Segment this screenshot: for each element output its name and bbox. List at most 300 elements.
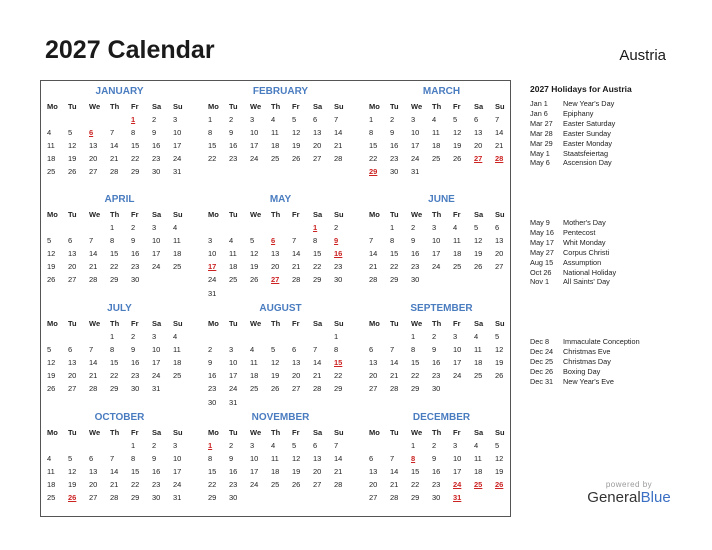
day-cell: 15	[411, 467, 420, 477]
day-cell: 3	[453, 332, 458, 342]
empty-cell	[270, 330, 291, 343]
day-cell: 22	[334, 371, 343, 381]
day-cell: 12	[47, 358, 56, 368]
weekday-label: Fr	[131, 102, 139, 111]
holiday-day-cell: 25	[474, 480, 483, 490]
day-cell: 21	[110, 154, 119, 164]
weekday-label: Fr	[131, 428, 139, 437]
holiday-row	[530, 337, 705, 347]
day-cell: 22	[208, 154, 217, 164]
day-cell: 19	[68, 480, 77, 490]
month-name: JANUARY	[95, 86, 144, 97]
day-cell: 10	[453, 345, 462, 355]
weekday-label: Tu	[229, 428, 238, 437]
day-cell: 26	[495, 371, 504, 381]
day-cell: 5	[495, 441, 500, 451]
day-cell: 7	[292, 236, 297, 246]
day-cell: 20	[89, 480, 98, 490]
weekday-label: Fr	[292, 102, 300, 111]
day-cell: 20	[89, 154, 98, 164]
day-cell: 12	[68, 141, 77, 151]
day-cell: 18	[47, 154, 56, 164]
day-cell: 11	[229, 249, 237, 259]
day-cell: 11	[474, 345, 482, 355]
holiday-day-cell: 6	[271, 236, 276, 246]
holiday-date: Mar 28	[530, 128, 553, 138]
day-cell: 9	[131, 236, 136, 246]
day-cell: 24	[152, 262, 161, 272]
holiday-name: Ascension Day	[563, 158, 612, 168]
day-cell: 11	[453, 236, 461, 246]
day-cell: 2	[411, 223, 416, 233]
weekday-label: Fr	[453, 319, 461, 328]
holiday-date: Nov 1	[530, 277, 550, 287]
day-cell: 25	[271, 154, 280, 164]
weekday-label: Tu	[229, 102, 238, 111]
weekday-label: Th	[110, 210, 120, 219]
day-cell: 19	[47, 262, 56, 272]
day-cell: 23	[334, 262, 343, 272]
day-cell: 7	[110, 454, 115, 464]
weekday-label: Mo	[208, 210, 219, 219]
empty-cell	[88, 330, 109, 343]
day-cell: 6	[89, 454, 94, 464]
day-cell: 27	[292, 384, 301, 394]
weekday-label: Su	[173, 102, 183, 111]
holiday-name: Pentecost	[563, 227, 596, 237]
month-may	[207, 193, 354, 300]
day-cell: 25	[229, 275, 238, 285]
weekday-label: Fr	[292, 210, 300, 219]
day-cell: 28	[390, 493, 399, 503]
holiday-list-2	[530, 218, 705, 287]
holiday-row	[530, 357, 705, 367]
day-cell: 4	[271, 441, 276, 451]
day-cell: 17	[453, 358, 462, 368]
day-cell: 19	[47, 371, 56, 381]
day-cell: 13	[292, 358, 301, 368]
day-cell: 15	[110, 358, 119, 368]
day-cell: 18	[250, 371, 259, 381]
day-cell: 31	[173, 167, 182, 177]
empty-cell	[67, 439, 88, 452]
holiday-date: Dec 31	[530, 376, 554, 386]
holiday-row	[530, 377, 705, 387]
holiday-day-cell: 16	[334, 249, 343, 259]
day-cell: 2	[432, 441, 437, 451]
day-cell: 11	[271, 454, 279, 464]
weekday-label: We	[89, 102, 101, 111]
day-cell: 3	[411, 115, 416, 125]
day-cell: 3	[152, 332, 157, 342]
day-cell: 1	[390, 223, 395, 233]
day-cell: 12	[250, 249, 259, 259]
month-grid	[207, 426, 354, 505]
holiday-day-cell: 28	[495, 154, 504, 164]
holiday-row	[530, 99, 705, 109]
day-cell: 25	[432, 154, 441, 164]
day-cell: 29	[131, 493, 140, 503]
day-cell: 14	[110, 141, 119, 151]
day-cell: 18	[271, 467, 280, 477]
empty-cell	[368, 330, 389, 343]
empty-cell	[67, 221, 88, 234]
day-cell: 9	[152, 454, 157, 464]
weekday-label: Sa	[152, 102, 162, 111]
day-cell: 27	[369, 384, 378, 394]
day-cell: 3	[208, 236, 213, 246]
day-cell: 8	[131, 454, 136, 464]
holiday-name: Whit Monday	[563, 237, 606, 247]
day-cell: 2	[131, 223, 136, 233]
day-cell: 1	[411, 441, 416, 451]
day-cell: 7	[89, 345, 94, 355]
day-cell: 10	[250, 454, 259, 464]
day-cell: 29	[208, 493, 217, 503]
empty-cell	[270, 221, 291, 234]
holiday-date: Jan 1	[530, 99, 548, 108]
day-cell: 24	[173, 154, 182, 164]
day-cell: 10	[432, 236, 441, 246]
day-cell: 10	[411, 128, 420, 138]
day-cell: 17	[173, 467, 182, 477]
day-cell: 21	[89, 262, 98, 272]
weekday-label: Tu	[390, 428, 399, 437]
day-cell: 29	[110, 384, 119, 394]
empty-cell	[291, 330, 312, 343]
day-cell: 20	[313, 141, 322, 151]
day-cell: 22	[313, 262, 322, 272]
weekday-label: Th	[432, 319, 442, 328]
month-name: NOVEMBER	[251, 412, 310, 423]
weekday-label: Th	[271, 210, 281, 219]
brand-logo	[584, 480, 674, 506]
day-cell: 2	[229, 115, 234, 125]
day-cell: 4	[229, 236, 234, 246]
day-cell: 10	[152, 236, 161, 246]
day-cell: 3	[173, 441, 178, 451]
day-cell: 9	[229, 128, 234, 138]
weekday-label: Tu	[68, 210, 77, 219]
month-march	[368, 85, 515, 179]
holiday-date: Dec 26	[530, 366, 554, 376]
day-cell: 6	[474, 115, 479, 125]
day-cell: 16	[152, 467, 161, 477]
day-cell: 13	[369, 467, 378, 477]
day-cell: 11	[173, 345, 181, 355]
month-name: JUNE	[428, 194, 455, 205]
day-cell: 19	[292, 141, 301, 151]
day-cell: 15	[208, 467, 217, 477]
holiday-name: Staatsfeiertag	[563, 148, 609, 158]
weekday-label: Mo	[369, 102, 380, 111]
empty-cell	[228, 330, 249, 343]
day-cell: 20	[271, 262, 280, 272]
holiday-date: May 17	[530, 237, 554, 247]
day-cell: 13	[68, 358, 77, 368]
day-cell: 26	[47, 384, 56, 394]
day-cell: 1	[208, 115, 213, 125]
weekday-label: Mo	[47, 102, 58, 111]
day-cell: 9	[432, 345, 437, 355]
day-cell: 24	[453, 371, 462, 381]
day-cell: 20	[369, 371, 378, 381]
day-cell: 6	[292, 345, 297, 355]
day-cell: 8	[334, 345, 339, 355]
holiday-row	[530, 129, 705, 139]
holiday-row	[530, 218, 705, 228]
empty-cell	[67, 330, 88, 343]
day-cell: 22	[369, 154, 378, 164]
day-cell: 27	[89, 167, 98, 177]
empty-cell	[109, 113, 130, 126]
holiday-day-cell: 1	[313, 223, 318, 233]
weekday-label: Sa	[313, 319, 323, 328]
month-grid	[368, 317, 515, 396]
holiday-name: New Year's Eve	[563, 376, 614, 386]
holiday-row	[530, 367, 705, 377]
day-cell: 13	[474, 128, 483, 138]
day-cell: 26	[271, 384, 280, 394]
holiday-list-3	[530, 337, 705, 387]
day-cell: 2	[131, 332, 136, 342]
day-cell: 15	[369, 141, 378, 151]
day-cell: 15	[390, 249, 399, 259]
day-cell: 25	[47, 493, 56, 503]
weekday-label: We	[250, 428, 262, 437]
day-cell: 13	[68, 249, 77, 259]
day-cell: 30	[152, 493, 161, 503]
day-cell: 19	[250, 262, 259, 272]
day-cell: 26	[453, 154, 462, 164]
day-cell: 7	[369, 236, 374, 246]
weekday-label: We	[411, 210, 423, 219]
weekday-label: Sa	[474, 319, 484, 328]
day-cell: 14	[334, 128, 343, 138]
day-cell: 23	[131, 371, 140, 381]
holiday-day-cell: 1	[131, 115, 136, 125]
weekday-label: Su	[334, 428, 344, 437]
day-cell: 11	[250, 358, 258, 368]
brand-name	[584, 489, 674, 506]
day-cell: 2	[334, 223, 339, 233]
month-grid	[207, 208, 354, 300]
day-cell: 28	[334, 154, 343, 164]
weekday-label: Fr	[453, 428, 461, 437]
day-cell: 22	[411, 371, 420, 381]
weekday-label: Su	[173, 319, 183, 328]
page-title: 2027 Calendar	[45, 36, 215, 64]
day-cell: 7	[390, 454, 395, 464]
day-cell: 5	[68, 128, 73, 138]
day-cell: 12	[292, 128, 301, 138]
day-cell: 29	[313, 275, 322, 285]
weekday-label: Th	[432, 102, 442, 111]
day-cell: 1	[131, 441, 136, 451]
month-november	[207, 411, 354, 505]
holiday-day-cell: 8	[411, 454, 416, 464]
day-cell: 25	[250, 384, 259, 394]
weekday-label: We	[89, 428, 101, 437]
empty-cell	[88, 221, 109, 234]
weekday-label: Fr	[292, 319, 300, 328]
day-cell: 16	[152, 141, 161, 151]
weekday-label: Sa	[474, 102, 484, 111]
weekday-label: Su	[334, 319, 344, 328]
holidays-title: 2027 Holidays for Austria	[530, 84, 632, 94]
day-cell: 20	[474, 141, 483, 151]
month-july	[46, 302, 193, 396]
weekday-label: Sa	[313, 102, 323, 111]
weekday-label: Tu	[68, 428, 77, 437]
day-cell: 18	[474, 467, 483, 477]
day-cell: 8	[390, 236, 395, 246]
day-cell: 18	[173, 358, 182, 368]
day-cell: 8	[369, 128, 374, 138]
holiday-row	[530, 268, 705, 278]
month-august	[207, 302, 354, 409]
day-cell: 21	[292, 262, 301, 272]
weekday-label: Tu	[390, 319, 399, 328]
day-cell: 21	[390, 371, 399, 381]
holiday-row	[530, 109, 705, 119]
holiday-name: Easter Sunday	[563, 128, 611, 138]
weekday-label: Tu	[68, 319, 77, 328]
month-grid	[46, 426, 193, 505]
weekday-label: Su	[495, 428, 505, 437]
empty-cell	[368, 221, 389, 234]
day-cell: 29	[390, 275, 399, 285]
day-cell: 29	[110, 275, 119, 285]
day-cell: 11	[47, 467, 55, 477]
day-cell: 17	[229, 371, 238, 381]
day-cell: 8	[131, 128, 136, 138]
day-cell: 9	[432, 454, 437, 464]
day-cell: 18	[453, 249, 462, 259]
day-cell: 22	[131, 154, 140, 164]
empty-cell	[249, 221, 270, 234]
weekday-label: Mo	[208, 102, 219, 111]
month-grid	[46, 100, 193, 179]
day-cell: 23	[152, 154, 161, 164]
month-grid	[46, 317, 193, 396]
holiday-name: Mother's Day	[563, 218, 606, 227]
day-cell: 19	[68, 154, 77, 164]
holiday-date: May 6	[530, 158, 550, 168]
weekday-label: Th	[110, 319, 120, 328]
day-cell: 19	[453, 141, 462, 151]
day-cell: 24	[432, 262, 441, 272]
day-cell: 5	[292, 441, 297, 451]
empty-cell	[46, 113, 67, 126]
brand-name-part1: General	[587, 489, 641, 506]
day-cell: 2	[152, 115, 157, 125]
day-cell: 4	[474, 441, 479, 451]
month-grid	[368, 426, 515, 505]
empty-cell	[67, 113, 88, 126]
empty-cell	[207, 330, 228, 343]
holiday-date: May 27	[530, 247, 554, 257]
holiday-name: Boxing Day	[563, 366, 601, 376]
day-cell: 2	[208, 345, 213, 355]
day-cell: 9	[229, 454, 234, 464]
empty-cell	[291, 221, 312, 234]
day-cell: 22	[390, 262, 399, 272]
weekday-label: We	[411, 428, 423, 437]
holiday-date: Dec 24	[530, 346, 554, 356]
weekday-label: Sa	[474, 428, 484, 437]
holiday-name: Christmas Day	[563, 356, 611, 366]
country-label: Austria	[619, 47, 666, 64]
day-cell: 7	[495, 115, 500, 125]
weekday-label: Th	[271, 319, 281, 328]
day-cell: 31	[173, 493, 182, 503]
day-cell: 24	[208, 275, 217, 285]
day-cell: 8	[313, 236, 318, 246]
day-cell: 21	[89, 371, 98, 381]
day-cell: 2	[229, 441, 234, 451]
weekday-label: Tu	[68, 102, 77, 111]
month-name: MARCH	[422, 86, 461, 97]
empty-cell	[88, 113, 109, 126]
day-cell: 27	[495, 262, 504, 272]
day-cell: 17	[432, 249, 441, 259]
empty-cell	[46, 439, 67, 452]
day-cell: 23	[152, 480, 161, 490]
day-cell: 10	[229, 358, 238, 368]
holiday-date: May 9	[530, 218, 550, 227]
month-name: DECEMBER	[412, 412, 471, 423]
weekday-label: Mo	[47, 210, 58, 219]
day-cell: 22	[411, 480, 420, 490]
holiday-day-cell: 31	[453, 493, 462, 503]
day-cell: 5	[47, 345, 52, 355]
month-june	[368, 193, 515, 287]
day-cell: 23	[208, 384, 217, 394]
weekday-label: Su	[173, 210, 183, 219]
weekday-label: Sa	[152, 319, 162, 328]
holiday-day-cell: 27	[474, 154, 483, 164]
holiday-day-cell: 26	[495, 480, 504, 490]
day-cell: 19	[271, 371, 280, 381]
day-cell: 21	[369, 262, 378, 272]
empty-cell	[389, 330, 410, 343]
day-cell: 24	[411, 154, 420, 164]
day-cell: 11	[173, 236, 181, 246]
day-cell: 21	[390, 480, 399, 490]
day-cell: 8	[208, 454, 213, 464]
day-cell: 26	[292, 154, 301, 164]
day-cell: 23	[432, 480, 441, 490]
weekday-label: Mo	[369, 428, 380, 437]
day-cell: 28	[313, 384, 322, 394]
day-cell: 2	[432, 332, 437, 342]
holiday-name: All Saints' Day	[563, 277, 610, 287]
day-cell: 13	[495, 236, 504, 246]
day-cell: 7	[334, 441, 339, 451]
day-cell: 30	[208, 397, 217, 407]
day-cell: 27	[313, 480, 322, 490]
day-cell: 2	[390, 115, 395, 125]
day-cell: 4	[474, 332, 479, 342]
weekday-label: We	[250, 210, 262, 219]
day-cell: 30	[131, 275, 140, 285]
day-cell: 29	[334, 384, 343, 394]
day-cell: 14	[110, 467, 119, 477]
empty-cell	[207, 221, 228, 234]
day-cell: 17	[152, 249, 161, 259]
day-cell: 14	[89, 358, 98, 368]
